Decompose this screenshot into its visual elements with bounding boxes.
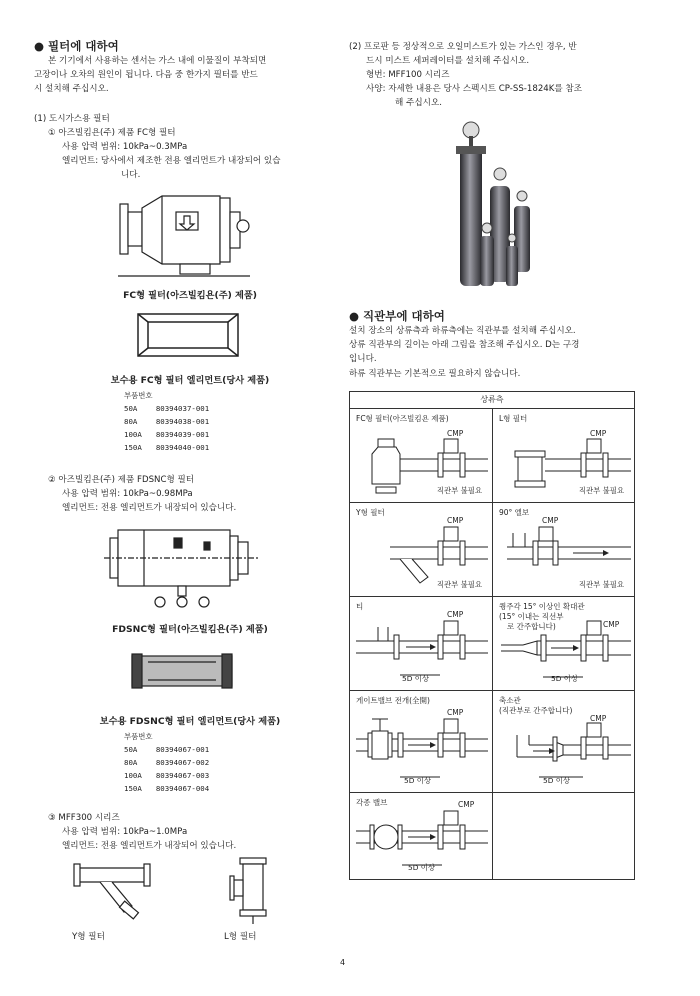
l-filter-caption: L형 필터 [224,932,257,942]
fdsnc-element-caption: 보수용 FDSNC형 필터 엘리먼트(당사 제품) [99,716,281,727]
table-row [124,743,223,756]
cell-reducer [492,690,635,793]
cmp-label: CMP [542,516,559,525]
fc-item: ① 아즈빌킴욘(주) 제품 FC형 필터 [48,128,176,138]
fc-element-1: 엘리먼트: 당사에서 제조한 전용 엘리먼트가 내장되어 있습 [62,156,281,166]
cell-elbow [492,502,635,597]
cell-l-filter [492,408,635,503]
cell-title-line-2: (직관부로 간주합니다) [499,706,573,715]
cell-gate-valve [349,690,493,793]
table-row [124,782,223,795]
cell-various-valves [349,792,493,880]
y-filter-caption: Y형 필터 [72,932,105,942]
part-size: 80A [124,758,138,767]
part-size: 150A [124,784,142,793]
cell-title: FC형 필터(아즈빌킴욘 제품) [356,414,449,423]
cell-y-filter [349,502,493,597]
table-row [124,402,223,415]
cell-title: 90° 엘보 [499,508,530,517]
part-size: 50A [124,745,138,754]
cmp-label: CMP [590,714,607,723]
cmp-label: CMP [447,429,464,438]
part-number: 80394067-004 [155,784,210,793]
cmp-label: CMP [590,429,607,438]
part-number: 80394039-001 [155,430,210,439]
cell-note: 직관부 불필요 [578,580,624,589]
fc-element-2: 니다. [121,170,141,180]
straight-text-1: 설치 장소의 상류측과 하류측에는 직관부를 설치해 주십시오. [349,326,576,336]
part-size: 80A [124,417,138,426]
straight-text-2: 상류 직관부의 길이는 아래 그림을 참조해 주십시오. D는 구경 [349,340,580,350]
table-row [124,428,223,441]
cell-note: 5D 이상 [551,674,579,683]
cell-note: 5D 이상 [402,674,430,683]
section2-model: 형번: MFF100 시리즈 [366,70,450,80]
cell-note: 5D 이상 [543,776,571,785]
straight-text-3: 입니다. [349,354,377,364]
cell-title: Y형 필터 [356,508,385,517]
part-number: 80394067-001 [155,745,210,754]
part-size: 150A [124,443,142,452]
section1-label: (1) 도시가스용 필터 [34,114,110,124]
cell-note: 직관부 불필요 [578,486,624,495]
cmp-label: CMP [603,620,620,629]
fc-filter-illustration [110,186,260,278]
cmp-label: CMP [447,610,464,619]
filter-heading: ● 필터에 대하여 [34,39,119,53]
mist-separator-photo [450,116,570,292]
intro-line-1: 본 기기에서 사용하는 센서는 가스 내에 이물질이 부착되면 [48,56,267,66]
fc-filter-caption: FC형 필터(아즈빌킴욘(주) 제품) [123,290,257,301]
page-number: 4 [340,958,346,967]
cell-title: 축소관 [499,696,521,705]
cell-fc-filter [349,408,493,503]
table-row [124,756,223,769]
table-row [124,415,223,428]
fc-pressure: 사용 압력 범위: 10kPa~0.3MPa [62,142,188,152]
fdsnc-filter-illustration [104,520,264,612]
mff300-item: ③ MFF300 시리즈 [48,813,120,823]
cell-title: 퀑주각 15° 이상인 확대관 [499,602,585,611]
l-filter-illustration [228,856,278,926]
fc-element-caption: 보수용 FC형 필터 엘리먼트(당사 제품) [110,375,270,386]
part-number: 80394067-002 [155,758,210,767]
cell-tee [349,596,493,691]
table-header-cell [349,391,635,409]
section2-spec-1: 사양: 자세한 내용은 당사 스펙시트 CP-SS-1824K를 참조 [366,84,583,94]
intro-line-2: 고장이나 오차의 원인이 됩니다. 다음 중 한가지 필터를 반드 [34,70,258,80]
intro-line-3: 시 설치해 주십시오. [34,84,109,94]
cell-title: 티 [356,602,364,611]
cell-note: 직관부 불필요 [436,580,482,589]
fdsnc-element: 엘리먼트: 전용 엘리먼트가 내장되어 있습니다. [62,503,237,513]
part-number: 80394040-001 [155,443,210,452]
cmp-label: CMP [447,708,464,717]
fdsnc-pressure: 사용 압력 범위: 10kPa~0.98MPa [62,489,193,499]
cell-note: 5D 이상 [408,863,436,872]
fdsnc-item: ② 아즈빌킴욘(주) 제품 FDSNC형 필터 [48,475,195,485]
cell-title: 각종 밸브 [356,798,388,807]
section2-line-2: 드시 미스트 세퍼레이터를 설치해 주십시오. [366,56,530,66]
fc-parts-table [124,402,223,454]
cell-note: 직관부 불필요 [436,486,482,495]
section2-line-1: (2) 프로판 등 정상적으로 오일미스트가 있는 가스인 경우, 반 [349,42,577,52]
cell-expander [492,596,635,691]
mff300-element: 엘리먼트: 전용 엘리먼트가 내장되어 있습니다. [62,841,237,851]
part-size: 100A [124,430,142,439]
y-filter-illustration [72,856,152,926]
mff300-pressure: 사용 압력 범위: 10kPa~1.0MPa [62,827,188,837]
fdsnc-parts-table [124,743,223,795]
straight-text-4: 하류 직관부는 기본적으로 필요하지 않습니다. [349,369,521,379]
cell-title-line-3: 로 간주합니다) [507,622,556,631]
fdsnc-element-illustration [128,648,238,693]
fdsnc-filter-caption: FDSNC형 필터(아즈빌킴욘(주) 제품) [112,624,268,635]
cmp-label: CMP [447,516,464,525]
cmp-label: CMP [458,800,475,809]
part-number: 80394037-001 [155,404,210,413]
part-size: 100A [124,771,142,780]
part-number: 80394067-003 [155,771,210,780]
fc-parts-header: 부품번호 [124,391,153,400]
section2-spec-2: 해 주십시오. [395,98,442,108]
cell-note: 5D 이상 [404,776,432,785]
cell-empty [492,792,635,880]
cell-title: 게이트밸브 전개(全開) [356,696,430,705]
part-size: 50A [124,404,138,413]
cell-title-line-2: (15° 이내는 직선부 [499,612,564,621]
table-row [124,441,223,454]
straight-pipe-heading: ● 직관부에 대하여 [349,309,445,323]
table-row [124,769,223,782]
part-number: 80394038-001 [155,417,210,426]
fc-element-illustration [134,308,244,363]
cell-title: L형 필터 [499,414,528,423]
table-header: 상류측 [480,395,504,404]
fdsnc-parts-header: 부품번호 [124,732,153,741]
